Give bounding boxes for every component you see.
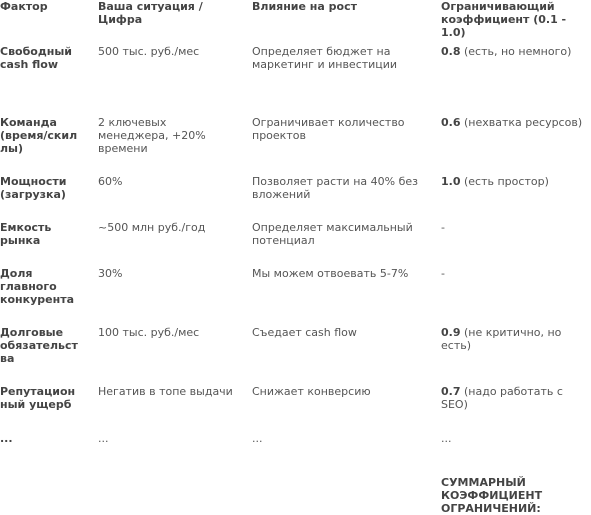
impact-cell: Ограничивает количество проектов (252, 116, 405, 142)
situation-cell: 100 тыс. руб./мес (98, 326, 200, 339)
coefficient-note: (есть, но немного) (460, 45, 572, 58)
header-coefficient: Ограничивающий коэффициент (0.1 - 1.0) (441, 0, 567, 39)
situation-cell: 30% (98, 267, 123, 280)
coefficient-cell (441, 385, 591, 411)
coefficient-value: 0.7 (441, 385, 461, 398)
impact-cell: Мы можем отвоевать 5-7% (252, 267, 409, 280)
factor-cell: Доля главного конкурента (0, 267, 74, 306)
coefficient-note: - (441, 267, 445, 280)
coefficient-cell (441, 326, 591, 352)
coefficient-note: (нехватка ресурсов) (460, 116, 583, 129)
coefficient-value: 1.0 (441, 175, 461, 188)
situation-cell: Негатив в топе выдачи (98, 385, 233, 398)
header-situation: Ваша ситуация / Цифра (98, 0, 203, 26)
header-impact: Влияние на рост (252, 0, 357, 13)
factor-cell: Мощности (загрузка) (0, 175, 67, 201)
impact-cell: Позволяет расти на 40% без вложений (252, 175, 418, 201)
situation-cell: ... (98, 432, 109, 445)
impact-cell: Съедает cash flow (252, 326, 357, 339)
factor-cell: Репутацион ный ущерб (0, 385, 76, 411)
coefficient-note: - (441, 221, 445, 234)
header-factor: Фактор (0, 0, 48, 13)
situation-cell: 60% (98, 175, 123, 188)
coefficient-note: (не критично, но есть) (441, 326, 562, 352)
factor-cell: Долговые обязательст ва (0, 326, 78, 365)
factor-cell: Команда (время/скил лы) (0, 116, 78, 155)
coefficient-cell (441, 175, 591, 188)
situation-cell: 2 ключевых менеджера, +20% времени (98, 116, 206, 155)
coefficient-note: ... (441, 432, 452, 445)
coefficient-cell (441, 116, 591, 129)
coefficient-value: 0.6 (441, 116, 461, 129)
situation-cell: 500 тыс. руб./мес (98, 45, 200, 58)
coefficient-cell (441, 432, 591, 445)
situation-cell: ~500 млн руб./год (98, 221, 206, 234)
impact-cell: Определяет бюджет на маркетинг и инвестиции (252, 45, 398, 71)
coefficient-note: (есть простор) (460, 175, 549, 188)
impact-cell: Определяет максимальный потенциал (252, 221, 413, 247)
coefficient-note: (надо работать с SEO) (441, 385, 563, 411)
coefficient-value: 0.8 (441, 45, 461, 58)
impact-cell: Снижает конверсию (252, 385, 371, 398)
summary-coefficient-label: СУММАРНЫЙ КОЭФФИЦИЕНТ ОГРАНИЧЕНИЙ: (441, 476, 543, 515)
factor-cell: Емкость рынка (0, 221, 52, 247)
coefficient-cell (441, 221, 591, 234)
impact-cell: ... (252, 432, 263, 445)
factor-cell: ... (0, 432, 13, 445)
factor-cell: Свободный cash flow (0, 45, 72, 71)
coefficient-cell (441, 267, 591, 280)
coefficient-value: 0.9 (441, 326, 461, 339)
coefficient-cell (441, 45, 591, 58)
